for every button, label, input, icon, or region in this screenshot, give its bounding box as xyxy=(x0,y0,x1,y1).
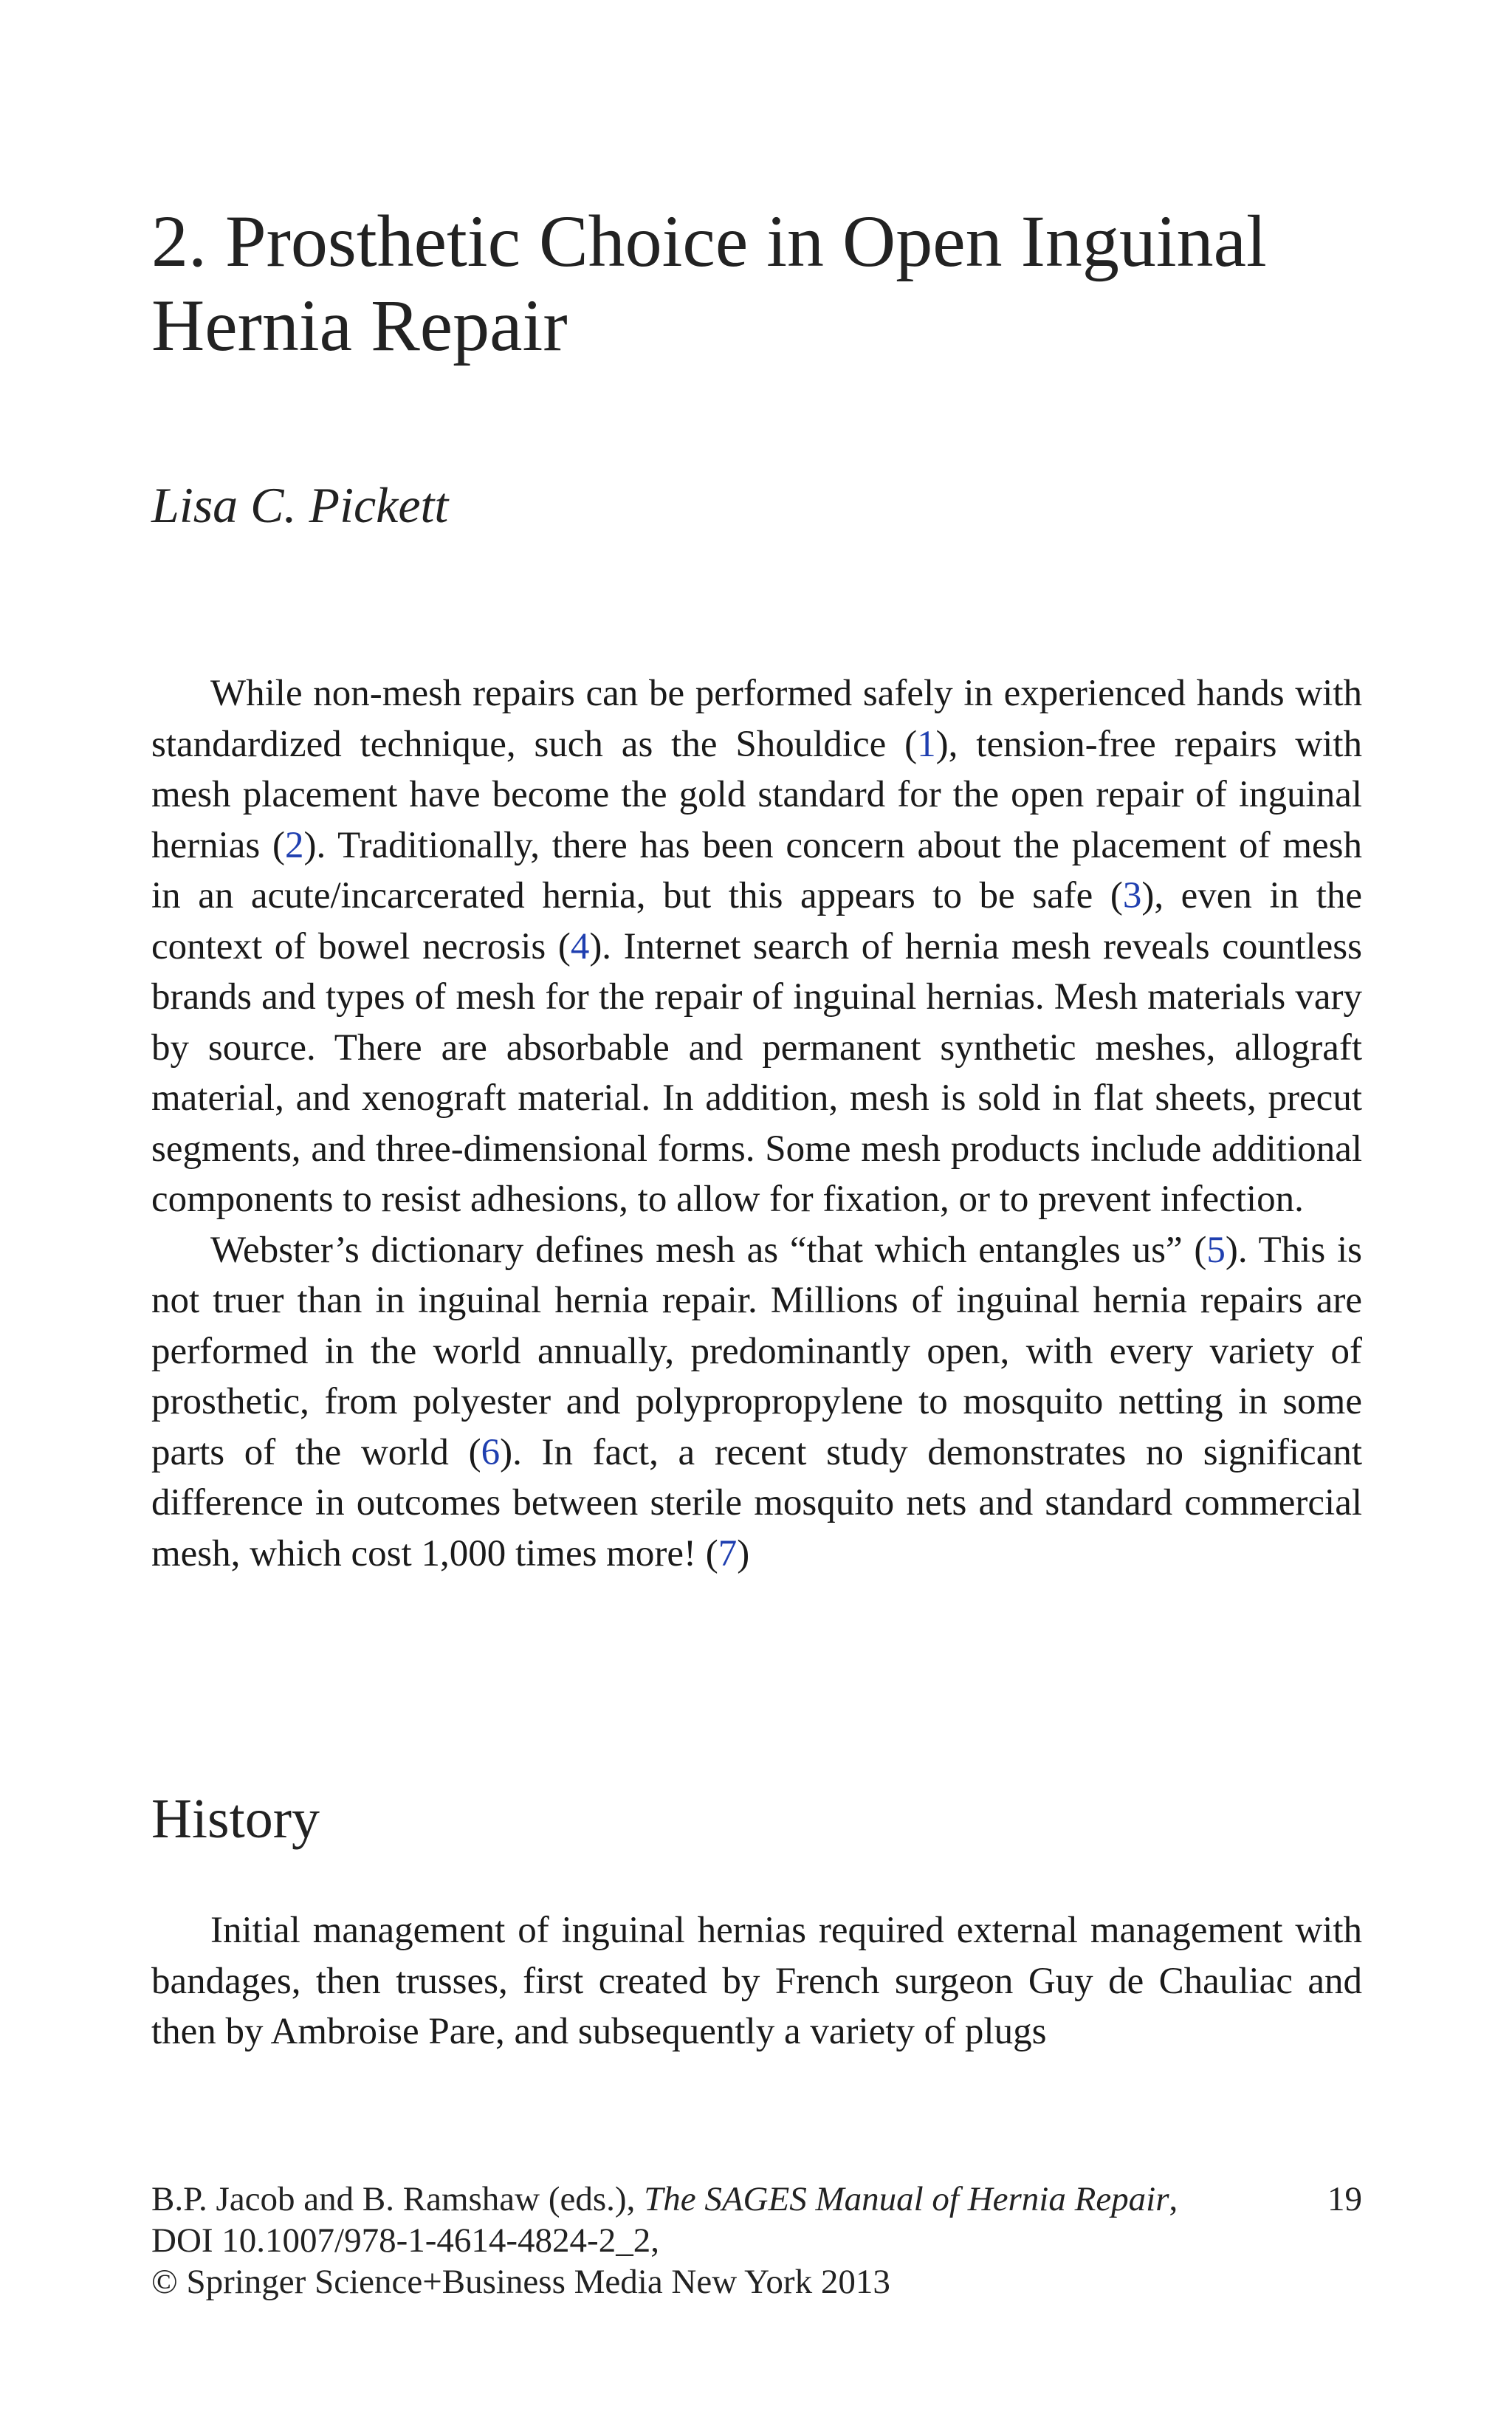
page xyxy=(151,0,1362,2420)
page-number: 19 xyxy=(1327,2180,1362,2218)
footer-book-title: The SAGES Manual of Hernia Repair xyxy=(644,2180,1169,2218)
text-run: ). This is not truer than in inguinal hernia repair. Millions of inguinal hernia repairs are performed in the world annually, predominantly open, with every variety of prosthetic, from polyester and polypropropylene to mosquito netting in some parts of the world ( xyxy=(151,1229,1363,1473)
page-footer xyxy=(151,2179,1362,2303)
citation-link-6[interactable]: 6 xyxy=(481,1431,501,1473)
citation-link-7[interactable]: 7 xyxy=(718,1532,738,1574)
text-run: ). In fact, a recent study demonstrates no significant difference in outcomes between sterile mosquito nets and standard commercial mesh, which cost 1,000 times more! ( xyxy=(151,1431,1362,1574)
text-run: ). Traditionally, there has been concern about the placement of mesh in an acute/incarcerated hernia, but this appears to be safe ( xyxy=(151,824,1362,916)
text-run: ). Internet search of hernia mesh reveals countless brands and types of mesh for the repair of inguinal hernias. Mesh materials vary by source. There are absorbable and permanent synthetic meshes, allograft material, and xenograft material. In addition, mesh is sold in flat sheets, precut segments, and three-dimensional forms. Some mesh products include additional components to resist adhesions, to allow for fixation, or to prevent infection. xyxy=(151,925,1362,1220)
footer-doi: DOI 10.1007/978-1-4614-4824-2_2, xyxy=(151,2221,659,2260)
citation-link-5[interactable]: 5 xyxy=(1206,1229,1226,1271)
text-run: ), even in the context of bowel necrosis ( xyxy=(151,875,1362,967)
history-section xyxy=(151,1905,1362,2057)
text-run: ) xyxy=(737,1532,750,1574)
intro-section xyxy=(151,668,1362,1579)
text-run: Webster’s dictionary defines mesh as “that which entangles us” ( xyxy=(210,1229,1207,1271)
history-paragraph-1: Initial management of inguinal hernias required external management with bandages, then trusses, first created by French surgeon Guy de Chauliac and then by Ambroise Pare, and subsequently a variety of plugs xyxy=(151,1910,1362,2052)
intro-paragraph-1 xyxy=(151,668,1362,1225)
footer-comma: , xyxy=(1169,2180,1178,2218)
footer-copyright: © Springer Science+Business Media New York 2013 xyxy=(151,2263,890,2301)
chapter-author: Lisa C. Pickett xyxy=(151,477,449,533)
footer-citation-line xyxy=(151,2179,1362,2220)
text-run: ), tension-free repairs with mesh placement have become the gold standard for the open repair of inguinal hernias ( xyxy=(151,723,1362,866)
citation-link-1[interactable]: 1 xyxy=(917,723,936,765)
text-run: While non-mesh repairs can be performed safely in experienced hands with standardized technique, such as the Shouldice ( xyxy=(151,673,1362,765)
citation-link-2[interactable]: 2 xyxy=(285,824,304,866)
footer-editors: B.P. Jacob and B. Ramshaw (eds.), xyxy=(151,2180,645,2218)
citation-link-3[interactable]: 3 xyxy=(1122,875,1142,916)
chapter-title: 2. Prosthetic Choice in Open Inguinal Hernia Repair xyxy=(151,200,1267,366)
citation-link-4[interactable]: 4 xyxy=(570,925,590,967)
section-heading-history: History xyxy=(151,1788,320,1850)
intro-paragraph-2 xyxy=(151,1225,1362,1580)
